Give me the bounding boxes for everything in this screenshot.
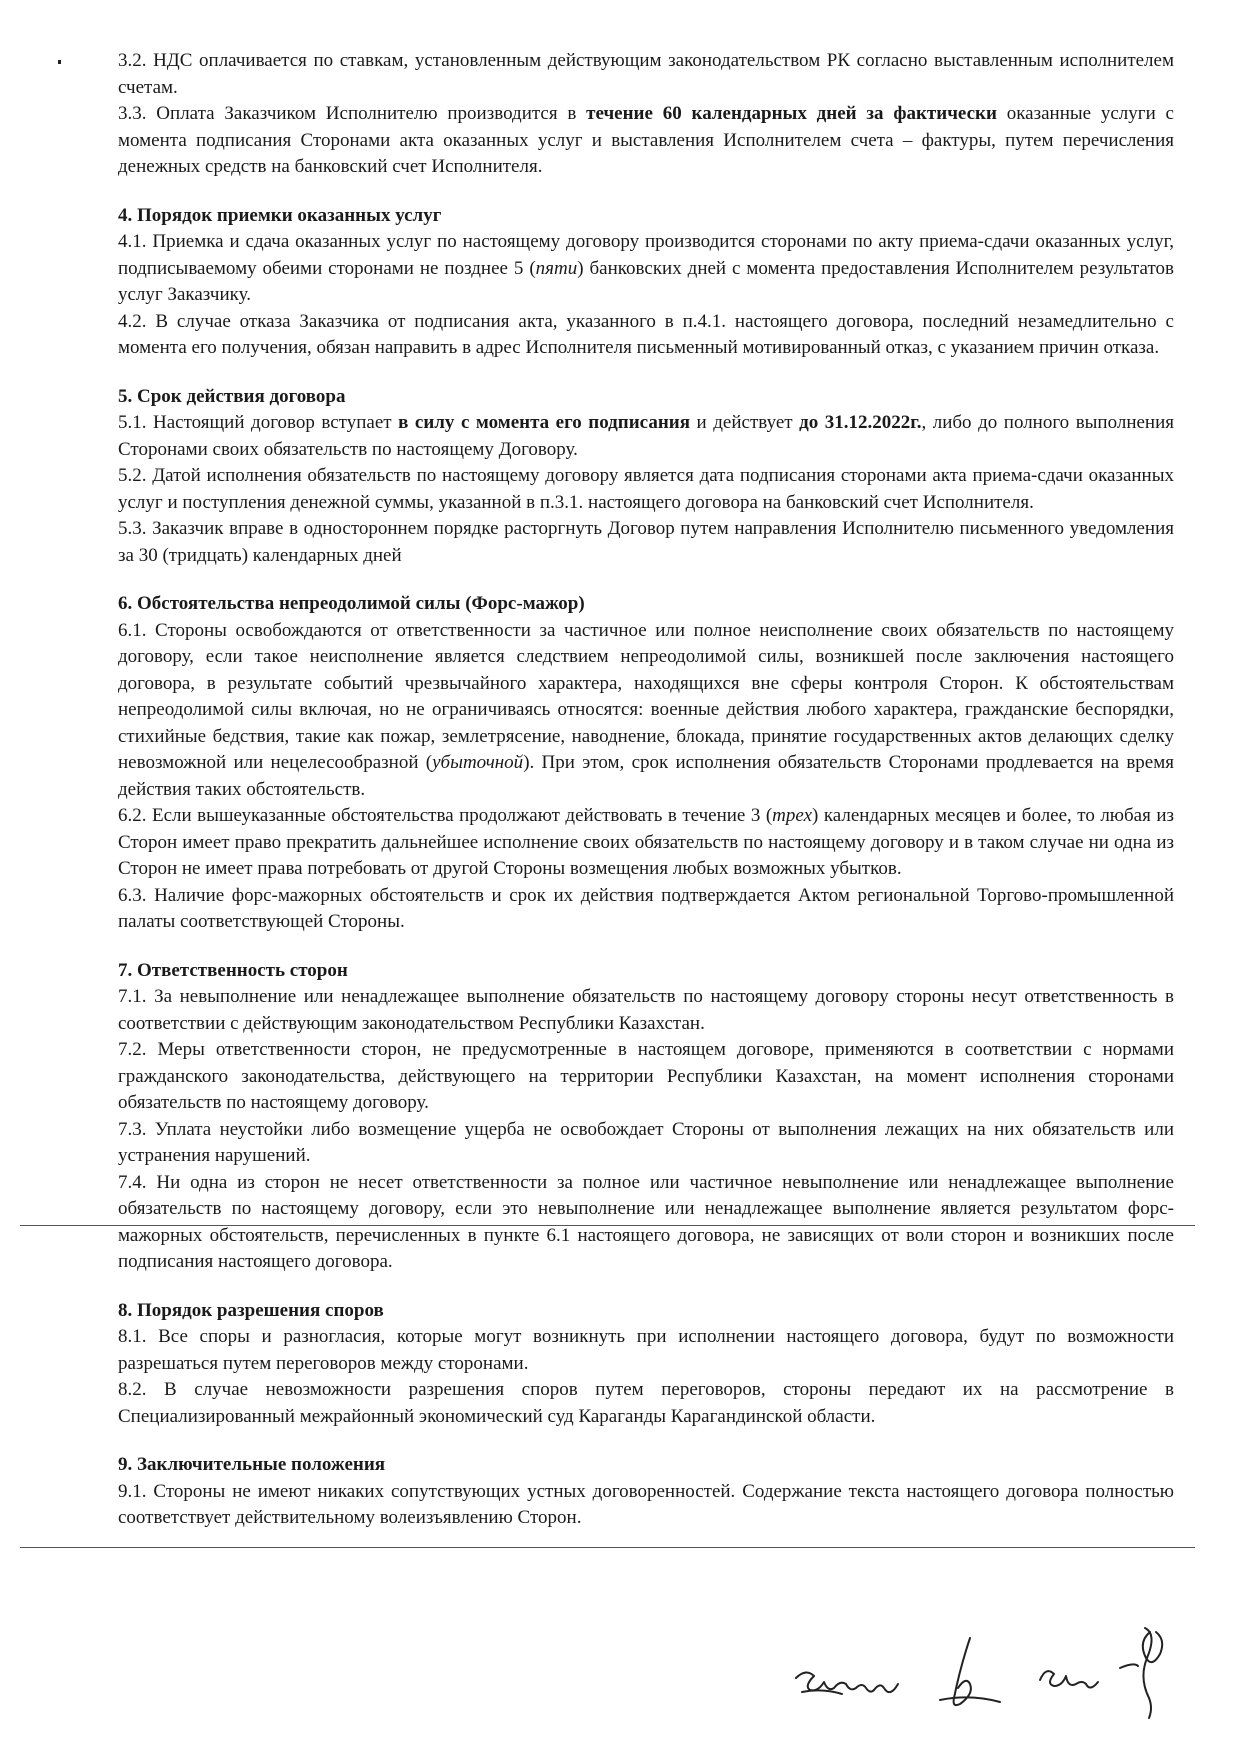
section-8-title: 8. Порядок разрешения споров [118, 1299, 384, 1321]
clause-3-3: 3.3. Оплата Заказчиком Исполнителю производится в течение 60 календарных дней за фактически оказанные услуги с момента подписания Сторонами акта оказанных услуг и выставления Исполнителем счета – фактуры, путем перечисления денежных средств на банковский счет Исполнителя. [118, 103, 1174, 177]
clause-4-1: 4.1. Приемка и сдача оказанных услуг по настоящему договору производится сторонами по акту приема-сдачи оказанных услуг, подписываемому обеими сторонами не позднее 5 (пяти) банковских дней с момента предоставления Исполнителем результатов услуг Заказчику. [118, 231, 1174, 305]
clause-5-2: 5.2. Датой исполнения обязательств по настоящему договору является дата подписания сторонами акта приема-сдачи оказанных услуг и поступления денежной суммы, указанной в п.3.1. настоящего договора на банковский счет Исполнителя. [118, 465, 1174, 513]
clause-5-3: 5.3. Заказчик вправе в одностороннем порядке расторгнуть Договор путем направления Исполнителю письменного уведомления за 30 (тридцать) календарных дней [118, 518, 1174, 566]
clause-8-2: 8.2. В случае невозможности разрешения споров путем переговоров, стороны передают их на рассмотрение в Специализированный межрайонный экономический суд Караганды Карагандинской области. [118, 1379, 1174, 1427]
clause-7-3: 7.3. Уплата неустойки либо возмещение ущерба не освобождает Стороны от выполнения лежащих на них обязательств или устранения нарушений. [118, 1118, 1174, 1166]
clause-6-1: 6.1. Стороны освобождаются от ответственности за частичное или полное неисполнение своих обязательств по настоящему договору, если такое неисполнение является следствием непреодолимой силы, возникшей после заключения настоящего договора, в результате событий чрезвычайного характера, находящихся вне сферы контроля Сторон. К обстоятельствам непреодолимой силы включая, но не ограничиваясь относятся: военные действия любого характера, гражданские беспорядки, стихийные бедствия, такие как пожар, землетрясение, наводнение, блокада, принятие государственных актов делающих сделку невозможной или нецелесообразной (убыточной). При этом, срок исполнения обязательств Сторонами продлевается на время действия таких обстоятельств. [118, 619, 1174, 800]
section-6-title: 6. Обстоятельства непреодолимой силы (Форс-мажор) [118, 593, 585, 614]
clause-7-1: 7.1. За невыполнение или ненадлежащее выполнение обязательств по настоящему договору стороны несут ответственность в соответствии с действующим законодательством Республики Казахстан. [118, 986, 1174, 1034]
clause-9-1: 9.1. Стороны не имеют никаких сопутствующих устных договоренностей. Содержание текста настоящего договора полностью соответствует действительному волеизъявлению Сторон. [118, 1480, 1174, 1528]
scan-dot [58, 60, 61, 64]
document-page [118, 48, 1174, 1532]
clause-4-2: 4.2. В случае отказа Заказчика от подписания акта, указанного в п.4.1. настоящего договора, последний незамедлительно с момента его получения, обязан направить в адрес Исполнителя письменный мотивированный отказ, с указанием причин отказа. [118, 310, 1174, 358]
clause-6-3: 6.3. Наличие форс-мажорных обстоятельств и срок их действия подтверждается Актом региональной Торгово-промышленной палаты соответствующей Стороны. [118, 884, 1174, 932]
signature-initials-icon [790, 1618, 1190, 1733]
clause-7-2: 7.2. Меры ответственности сторон, не предусмотренные в настоящем договоре, применяются в соответствии с нормами гражданского законодательства, действующего на территории Республики Казахстан, на момент исполнения сторонами обязательств по настоящему договору. [118, 1039, 1174, 1113]
clause-8-1: 8.1. Все споры и разногласия, которые могут возникнуть при исполнении настоящего договора, будут по возможности разрешаться путем переговоров между сторонами. [118, 1326, 1174, 1374]
clause-6-2: 6.2. Если вышеуказанные обстоятельства продолжают действовать в течение 3 (трех) календарных месяцев и более, то любая из Сторон имеет право прекратить дальнейшее исполнение своих обязательств по настоящему договору и в таком случае ни одна из Сторон не имеет права потребовать от другой Стороны возмещения любых возможных убытков. [118, 805, 1174, 879]
fold-line [20, 1547, 1195, 1548]
clause-5-1: 5.1. Настоящий договор вступает в силу с момента его подписания и действует до 31.12.2022г., либо до полного выполнения Сторонами своих обязательств по настоящему Договору. [118, 412, 1175, 460]
clause-3-2: 3.2. НДС оплачивается по ставкам, установленным действующим законодательством РК согласно выставленным исполнителем счетам. [118, 50, 1174, 98]
section-9-title: 9. Заключительные положения [118, 1454, 386, 1475]
section-7-title: 7. Ответственность сторон [118, 959, 348, 981]
section-5-title: 5. Срок действия договора [118, 385, 346, 407]
section-4-title: 4. Порядок приемки оказанных услуг [118, 204, 442, 226]
clause-7-4: 7.4. Ни одна из сторон не несет ответственности за полное или частичное невыполнение или ненадлежащее выполнение обязательств по настоящему договору, если это невыполнение или ненадлежащее выполнение является результатом форс-мажорных обстоятельств, перечисленных в пункте 6.1 настоящего договора, не зависящих от воли сторон и возникших после подписания настоящего договора. [118, 1171, 1174, 1272]
